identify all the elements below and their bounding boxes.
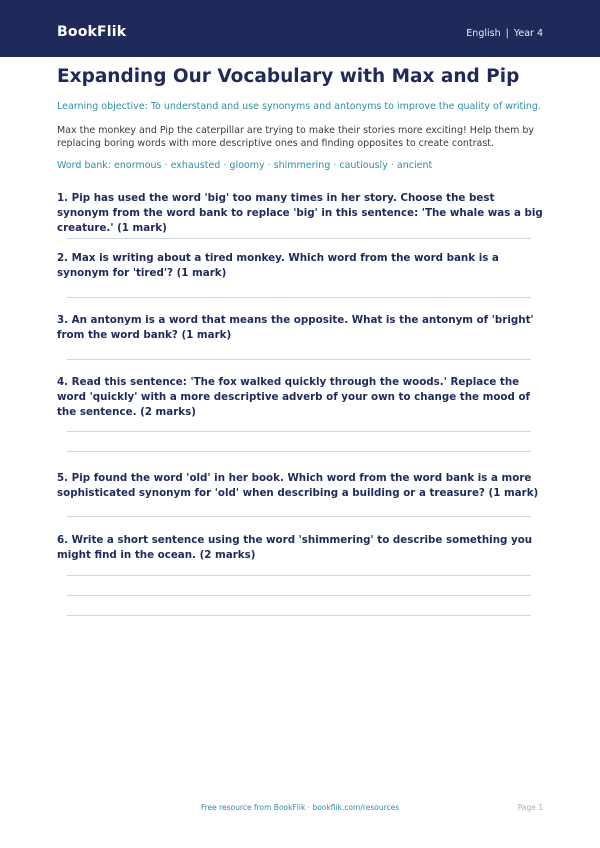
header-bar: [0, 0, 600, 57]
question-4: 4. Read this sentence: 'The fox walked quickly through the woods.' Replace the word 'quickly' with a more descriptive adverb of your own to change the mood of the sentence. (2 marks): [57, 376, 531, 418]
word-bank-item: enormous: [114, 160, 162, 171]
page-number: Page 1: [517, 803, 543, 812]
word-bank: [57, 159, 547, 172]
question-3: 3. An antonym is a word that means the opposite. What is the antonym of 'bright' from the word bank? (1 mark): [57, 314, 534, 341]
word-bank-item: shimmering: [273, 160, 331, 171]
year-label: Year 4: [513, 28, 543, 39]
word-separator: ·: [390, 160, 394, 171]
footer-credit: Free resource from BookFlik · bookflik.com/resources: [200, 803, 400, 812]
question-6: 6. Write a short sentence using the word 'shimmering' to describe something you might find in the ocean. (2 marks): [57, 534, 533, 561]
word-separator: ·: [223, 160, 227, 171]
word-bank-item: cautiously: [339, 160, 388, 171]
learning-objective: Learning objective: To understand and use synonyms and antonyms to improve the quality of writing.: [57, 101, 541, 112]
subject-label: English: [466, 28, 501, 39]
word-bank-item: gloomy: [229, 160, 265, 171]
answer-line-q3[interactable]: [67, 359, 531, 360]
word-bank-item: ancient: [396, 160, 433, 171]
word-bank-item: exhausted: [170, 160, 221, 171]
answer-line-q6a[interactable]: [67, 575, 531, 576]
answer-line-q4b[interactable]: [67, 451, 531, 452]
question-5: 5. Pip found the word 'old' in her book. Which word from the word bank is a more sophisticated synonym for 'old' when describing a building or a treasure? (1 mark): [57, 472, 539, 499]
answer-line-q2[interactable]: [67, 297, 531, 298]
answer-line-q6b[interactable]: [67, 595, 531, 596]
question-2: 2. Max is writing about a tired monkey. Which word from the word bank is a synonym for 'tired'? (1 mark): [57, 252, 499, 279]
word-separator: ·: [333, 160, 337, 171]
answer-line-q4a[interactable]: [67, 431, 531, 432]
subject-year-label: [466, 28, 543, 40]
answer-line-q6c[interactable]: [67, 615, 531, 616]
answer-line-q1[interactable]: [67, 238, 531, 239]
word-separator: ·: [267, 160, 271, 171]
word-bank-label: Word bank:: [57, 160, 112, 171]
answer-line-q5[interactable]: [67, 516, 531, 517]
question-1: 1. Pip has used the word 'big' too many times in her story. Choose the best synonym from the word bank to replace 'big' in this sentence: 'The whale was a big creature.' (1 mark): [57, 192, 543, 234]
page-title: Expanding Our Vocabulary with Max and Pip: [57, 66, 520, 87]
header-separator: |: [505, 28, 509, 39]
intro-text: Max the monkey and Pip the caterpillar are trying to make their stories more exciting! Help them by replacing boring words with more descriptive ones and finding opposites to create contrast.: [57, 125, 535, 150]
brand-logo: BookFlik: [57, 24, 127, 40]
word-separator: ·: [164, 160, 168, 171]
